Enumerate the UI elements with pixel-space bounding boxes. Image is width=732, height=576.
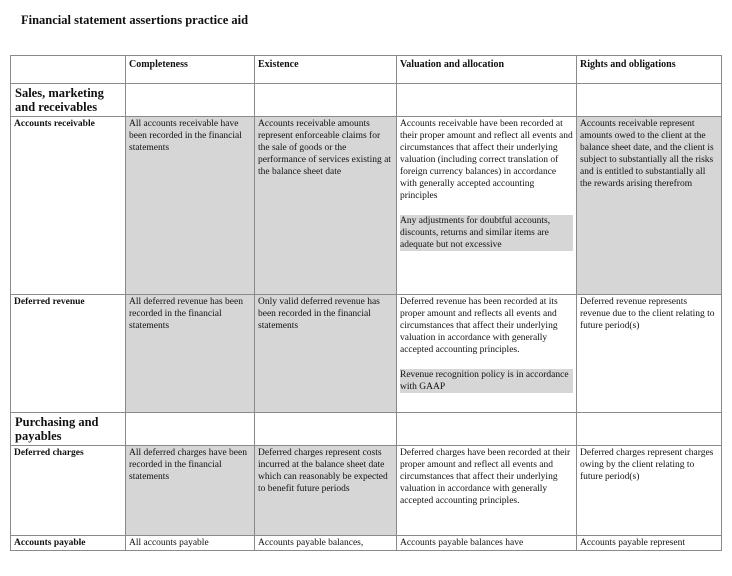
header-valuation: Valuation and allocation (397, 56, 577, 84)
section-row (11, 84, 722, 117)
completeness-cell: All deferred charges have been recorded in the financial statements (126, 446, 255, 536)
section-heading: Sales, marketing and receivables (11, 84, 126, 117)
header-rights: Rights and obligations (577, 56, 722, 84)
valuation-cell (397, 117, 577, 295)
row-label: Deferred charges (11, 446, 126, 536)
completeness-cell: All deferred revenue has been recorded in the financial statements (126, 295, 255, 413)
table-row (11, 446, 722, 536)
rights-cell: Accounts payable represent (577, 536, 722, 551)
row-label: Deferred revenue (11, 295, 126, 413)
completeness-cell: All accounts receivable have been recorded in the financial statements (126, 117, 255, 295)
valuation-text: Accounts receivable have been recorded at their proper amount and reflect all events and circumstances that affect their underlying valuation (including correct translation of foreign currency balances) in accordance with generally accepted accounting principles (400, 119, 573, 201)
header-blank (11, 56, 126, 84)
rights-cell: Deferred charges represent charges owing by the client relating to future period(s) (577, 446, 722, 536)
rights-cell: Deferred revenue represents revenue due to the client relating to future period(s) (577, 295, 722, 413)
document-title: Financial statement assertions practice aid (21, 13, 249, 27)
header-row (11, 56, 722, 84)
valuation-cell (397, 295, 577, 413)
existence-cell: Accounts payable balances, (255, 536, 397, 551)
section-heading: Purchasing and payables (11, 413, 126, 446)
header-existence: Existence (255, 56, 397, 84)
existence-cell: Only valid deferred revenue has been recorded in the financial statements (255, 295, 397, 413)
existence-cell: Deferred charges represent costs incurred at the balance sheet date which can reasonably be expected to benefit future periods (255, 446, 397, 536)
valuation-text-secondary: Any adjustments for doubtful accounts, discounts, returns and similar items are adequate but not excessive (400, 215, 573, 251)
valuation-cell: Accounts payable balances have (397, 536, 577, 551)
row-label: Accounts receivable (11, 117, 126, 295)
table-row (11, 536, 722, 551)
section-row (11, 413, 722, 446)
header-completeness: Completeness (126, 56, 255, 84)
valuation-cell: Deferred charges have been recorded at their proper amount and reflect all events and circumstances that affect their underlying valuation in accordance with generally accepted accounting principles. (397, 446, 577, 536)
completeness-cell: All accounts payable (126, 536, 255, 551)
valuation-text-secondary: Revenue recognition policy is in accordance with GAAP (400, 369, 573, 393)
row-label: Accounts payable (11, 536, 126, 551)
table-row (11, 295, 722, 413)
valuation-text: Deferred revenue has been recorded at its proper amount and reflects all events and circumstances that affect their underlying valuation in accordance with generally accepted accounting principles. (400, 297, 558, 355)
existence-cell: Accounts receivable amounts represent enforceable claims for the sale of goods or the performance of services existing at the balance sheet date (255, 117, 397, 295)
assertions-table (10, 55, 722, 551)
table-row (11, 117, 722, 295)
rights-cell: Accounts receivable represent amounts owed to the client at the balance sheet date, and the client is subject to substantially all the risks and is entitled to substantially all the rewards arising therefrom (577, 117, 722, 295)
